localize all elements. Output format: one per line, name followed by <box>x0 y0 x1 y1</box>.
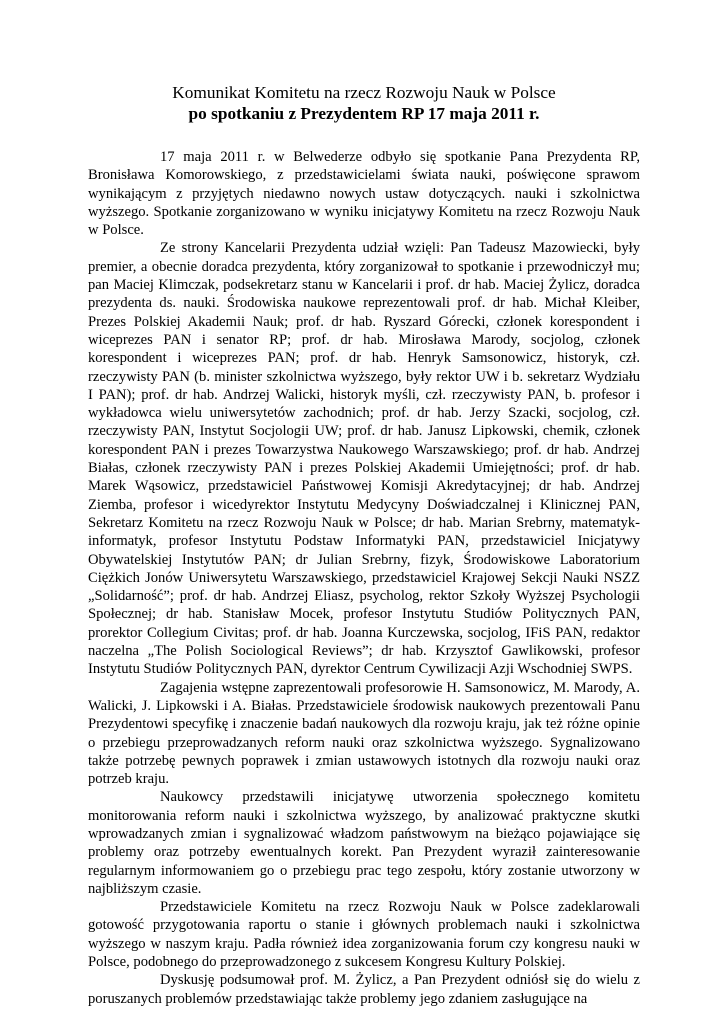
paragraph-summary: Dyskusję podsumował prof. M. Żylicz, a Pan Prezydent odniósł się do wielu z poruszanych problemów przedstawiając także problemy jego zdaniem zasługujące na <box>88 972 640 1007</box>
title-line-1: Komunikat Komitetu na rzecz Rozwoju Nauk w Polsce <box>172 83 556 102</box>
document-title <box>88 82 640 124</box>
document-page <box>88 82 640 1008</box>
title-line-2: po spotkaniu z Prezydentem RP 17 maja 2011 r. <box>188 104 540 123</box>
paragraph-participants: Ze strony Kancelarii Prezydenta udział wzięli: Pan Tadeusz Mazowiecki, były premier, a obecnie doradca prezydenta, który zorganizował to spotkanie i przewodniczył mu; pan Maciej Klimczak, podsekretarz stanu w Kancelarii i prof. dr hab. Maciej Żylicz, doradca prezydenta ds. nauki. Środowiska naukowe reprezentowali prof. dr hab. Michał Kleiber, Prezes Polskiej Akademii Nauk; prof. dr hab. Ryszard Górecki, członek korespondent i wiceprezes PAN i senator RP; prof. dr hab. Mirosława Marody, socjolog, członek korespondent i wiceprezes PAN; prof. dr hab. Henryk Samsonowicz, historyk, czł. rzeczywisty PAN (b. minister szkolnictwa wyższego, były rektor UW i b. sekretarz Wydziału I PAN); prof. dr hab. Andrzej Walicki, historyk myśli, czł. rzeczywisty PAN, b. profesor i wykładowca wielu uniwersytetów zachodnich; prof. dr hab. Jerzy Szacki, socjolog, czł. rzeczywisty PAN, Instytut Socjologii UW; prof. dr hab. Janusz Lipkowski, chemik, członek korespondent PAN i prezes Towarzystwa Naukowego Warszawskiego; prof. dr hab. Andrzej Białas, członek rzeczywisty PAN i prezes Polskiej Akademii Umiejętności; prof. dr hab. Marek Wąsowicz, przedstawiciel Państwowej Komisji Akredytacyjnej; dr hab. Andrzej Ziemba, profesor i wicedyrektor Instytutu Medycyny Doświadczalnej i Klinicznej PAN, Sekretarz Komitetu na rzecz Rozwoju Nauk w Polsce; dr hab. Marian Srebrny, matematyk-informatyk, profesor Instytutu Podstaw Informatyki PAN, przedstawiciel Inicjatywy Obywatelskiej Instytutów PAN; dr Julian Srebrny, fizyk, Środowiskowe Laboratorium Ciężkich Jonów Uniwersytetu Warszawskiego, przedstawiciel Krajowej Sekcji Nauki NSZZ „Solidarność”; prof. dr hab. Andrzej Eliasz, psycholog, rektor Szkoły Wyższej Psychologii Społecznej; dr hab. Stanisław Mocek, profesor Instytutu Studiów Politycznych PAN, prorektor Collegium Civitas; prof. dr hab. Joanna Kurczewska, socjolog, IFiS PAN, redaktor naczelna „The Polish Sociological Reviews”; dr hab. Krzysztof Gawlikowski, profesor Instytutu Studiów Politycznych PAN, dyrektor Centrum Cywilizacji Azji Wschodniej SWPS. <box>88 240 640 678</box>
paragraph-report-declaration: Przedstawiciele Komitetu na rzecz Rozwoju Nauk w Polsce zadeklarowali gotowość przygotowania raportu o stanie i głównych problemach nauki i szkolnictwa wyższego w naszym kraju. Padła również idea zorganizowania forum czy kongresu nauki w Polsce, podobnego do przeprowadzonego z sukcesem Kongresu Kultury Polskiej. <box>88 899 640 971</box>
paragraph-monitoring-committee: Naukowcy przedstawili inicjatywę utworzenia społecznego komitetu monitorowania reform nauki i szkolnictwa wyższego, by analizować praktyczne skutki wprowadzanych zmian i sygnalizować władzom państwowym na bieżąco pojawiające się problemy oraz potrzeby ewentualnych korekt. Pan Prezydent wyraził zainteresowanie regularnym informowaniem go o przebiegu prac tego zespołu, który zostanie utworzony w najbliższym czasie. <box>88 789 640 897</box>
paragraph-opening-remarks: Zagajenia wstępne zaprezentowali profesorowie H. Samsonowicz, M. Marody, A. Walicki, J. Lipkowski i A. Białas. Przedstawiciele środowisk naukowych prezentowali Panu Prezydentowi specyfikę i znaczenie badań naukowych dla rozwoju kraju, jak też różne opinie o przebiegu przeprowadzanych reform nauki oraz szkolnictwa wyższego. Sygnalizowano także potrzebę pewnych poprawek i zmian ustawowych istotnych dla rozwoju nauki oraz potrzeb kraju. <box>88 679 640 788</box>
document-body <box>88 148 640 1008</box>
paragraph-meeting-intro: 17 maja 2011 r. w Belwederze odbyło się spotkanie Pana Prezydenta RP, Bronisława Komorowskiego, z przedstawicielami świata nauki, poświęcone sprawom wynikającym z przyjętych niedawno nowych ustaw dotyczących. nauki i szkolnictwa wyższego. Spotkanie zorganizowano w wyniku inicjatywy Komitetu na rzecz Rozwoju Nauk w Polsce. <box>88 149 640 239</box>
